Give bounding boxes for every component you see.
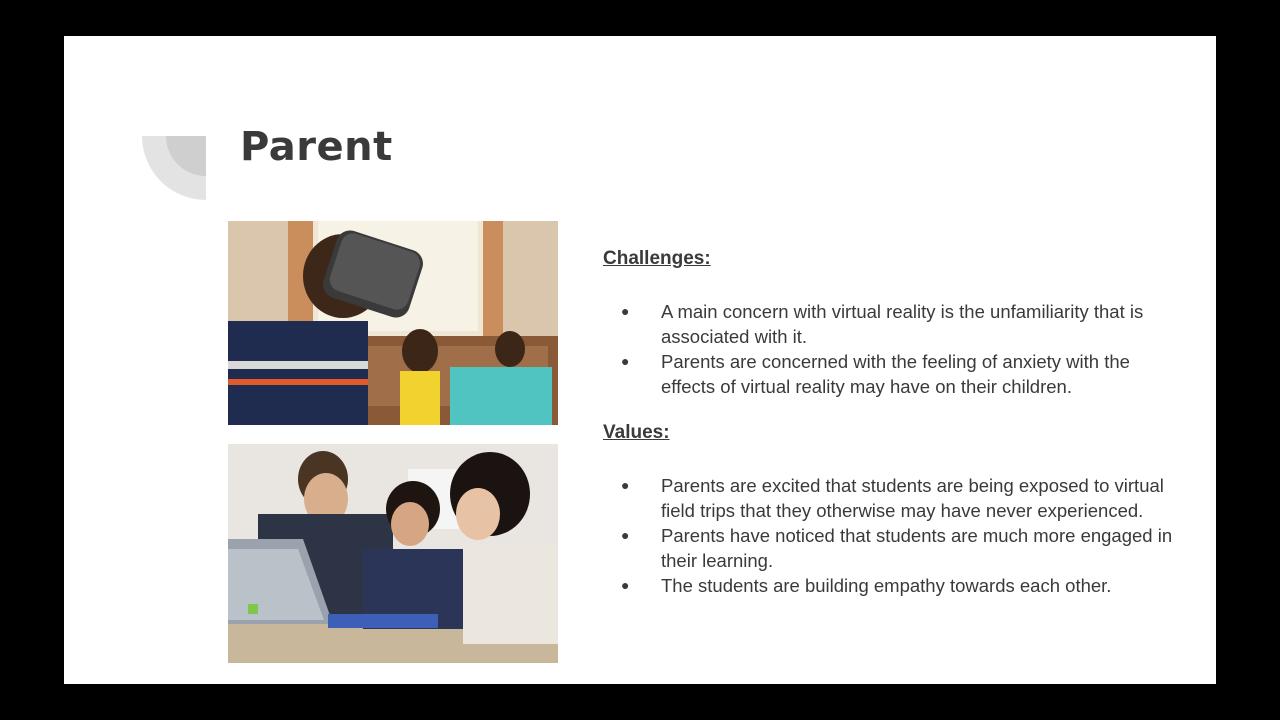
challenge-text: A main concern with virtual reality is the unfamiliarity that is associated with it. [661, 300, 1144, 347]
value-text: The students are building empathy towards each other. [661, 574, 1112, 596]
bullet-icon: ● [621, 302, 630, 319]
challenge-text: Parents are concerned with the feeling of anxiety with the effects of virtual reality may have on their children. [661, 350, 1130, 397]
decorative-arc-shape [142, 136, 206, 200]
list-item [603, 523, 1183, 573]
list-item [603, 573, 1183, 598]
slide-title: Parent [240, 124, 393, 170]
values-list [603, 473, 1183, 598]
text-content [603, 248, 1183, 598]
bullet-icon: ● [621, 352, 630, 369]
bullet-icon: ● [621, 476, 630, 493]
bullet-icon: ● [621, 526, 630, 543]
values-heading: Values: [603, 421, 670, 443]
value-text: Parents are excited that students are being exposed to virtual field trips that they otherwise may have never experienced. [661, 474, 1164, 521]
challenges-heading: Challenges: [603, 248, 711, 269]
bullet-icon: ● [621, 576, 630, 593]
list-item [603, 349, 1183, 399]
vr-headset-family-photo [228, 221, 558, 425]
family-laptop-photo [228, 444, 558, 663]
list-item [603, 473, 1183, 523]
list-item [603, 299, 1183, 349]
slide [64, 36, 1216, 684]
challenges-list [603, 299, 1183, 399]
value-text: Parents have noticed that students are much more engaged in their learning. [661, 524, 1173, 571]
